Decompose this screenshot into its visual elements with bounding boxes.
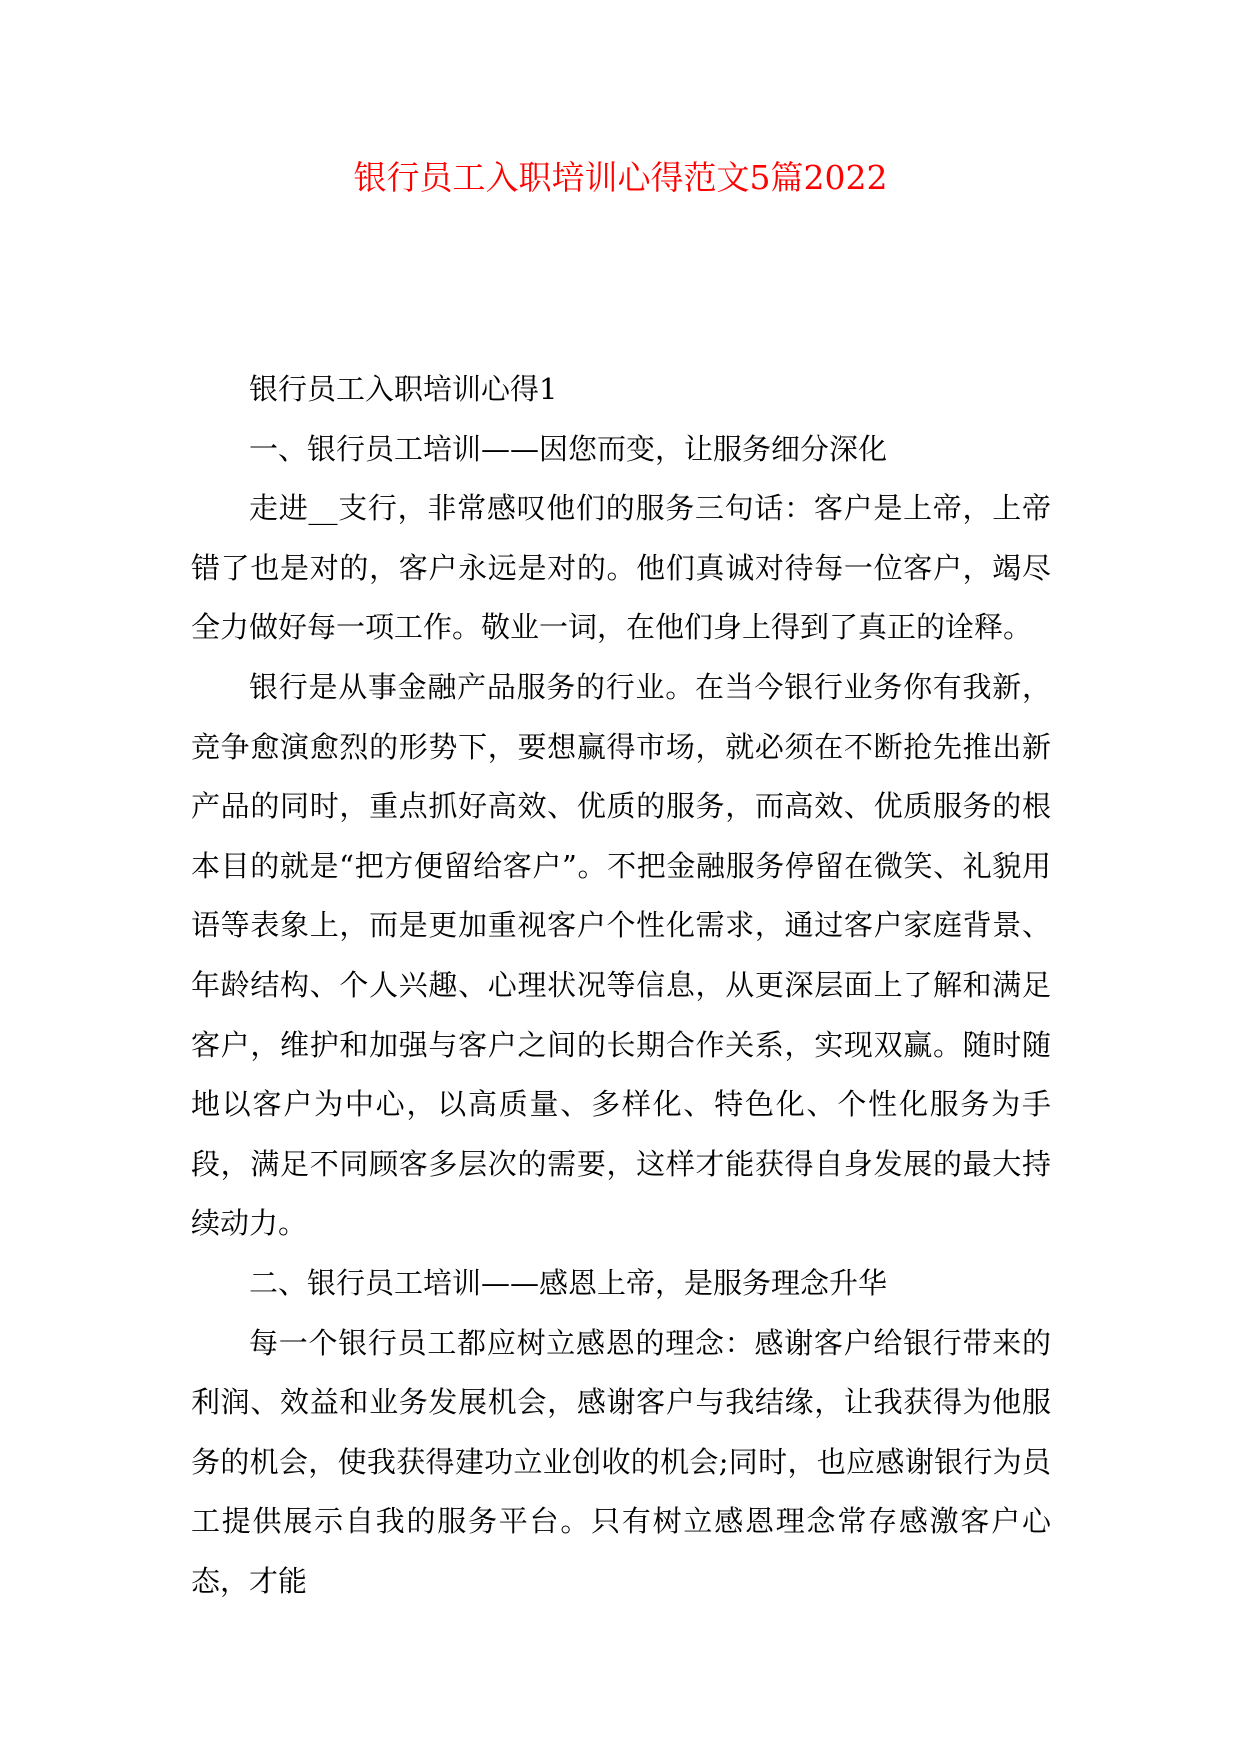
- body-paragraph: 走进__支行，非常感叹他们的服务三句话：客户是上帝，上帝错了也是对的，客户永远是对的。他们真诚对待每一位客户，竭尽全力做好每一项工作。敬业一词，在他们身上得到了真正的诠释。: [191, 491, 1051, 645]
- document-title: 银行员工入职培训心得范文5篇2022: [353, 158, 888, 197]
- subsection-heading: 二、银行员工培训——感恩上帝，是服务理念升华: [249, 1265, 888, 1300]
- document-body: [191, 360, 1051, 1611]
- section-heading: 银行员工入职培训心得1: [249, 372, 558, 406]
- body-paragraph: 银行是从事金融产品服务的行业。在当今银行业务你有我新，竞争愈演愈烈的形势下，要想赢得市场，就必须在不断抢先推出新产品的同时，重点抓好高效、优质的服务，而高效、优质服务的根本目的就是“把方便留给客户”。不把金融服务停留在微笑、礼貌用语等表象上，而是更加重视客户个性化需求，通过客户家庭背景、年龄结构、个人兴趣、心理状况等信息，从更深层面上了解和满足客户，维护和加强与客户之间的长期合作关系，实现双赢。随时随地以客户为中心，以高质量、多样化、特色化、个性化服务为手段，满足不同顾客多层次的需要，这样才能获得自身发展的最大持续动力。: [191, 669, 1051, 1241]
- subsection-heading: 一、银行员工培训——因您而变，让服务细分深化: [249, 431, 888, 466]
- body-paragraph: 每一个银行员工都应树立感恩的理念：感谢客户给银行带来的利润、效益和业务发展机会，感谢客户与我结缘，让我获得为他服务的机会，使我获得建功立业创收的机会;同时，也应感谢银行为员工提供展示自我的服务平台。只有树立感恩理念常存感激客户心态，才能: [191, 1325, 1051, 1598]
